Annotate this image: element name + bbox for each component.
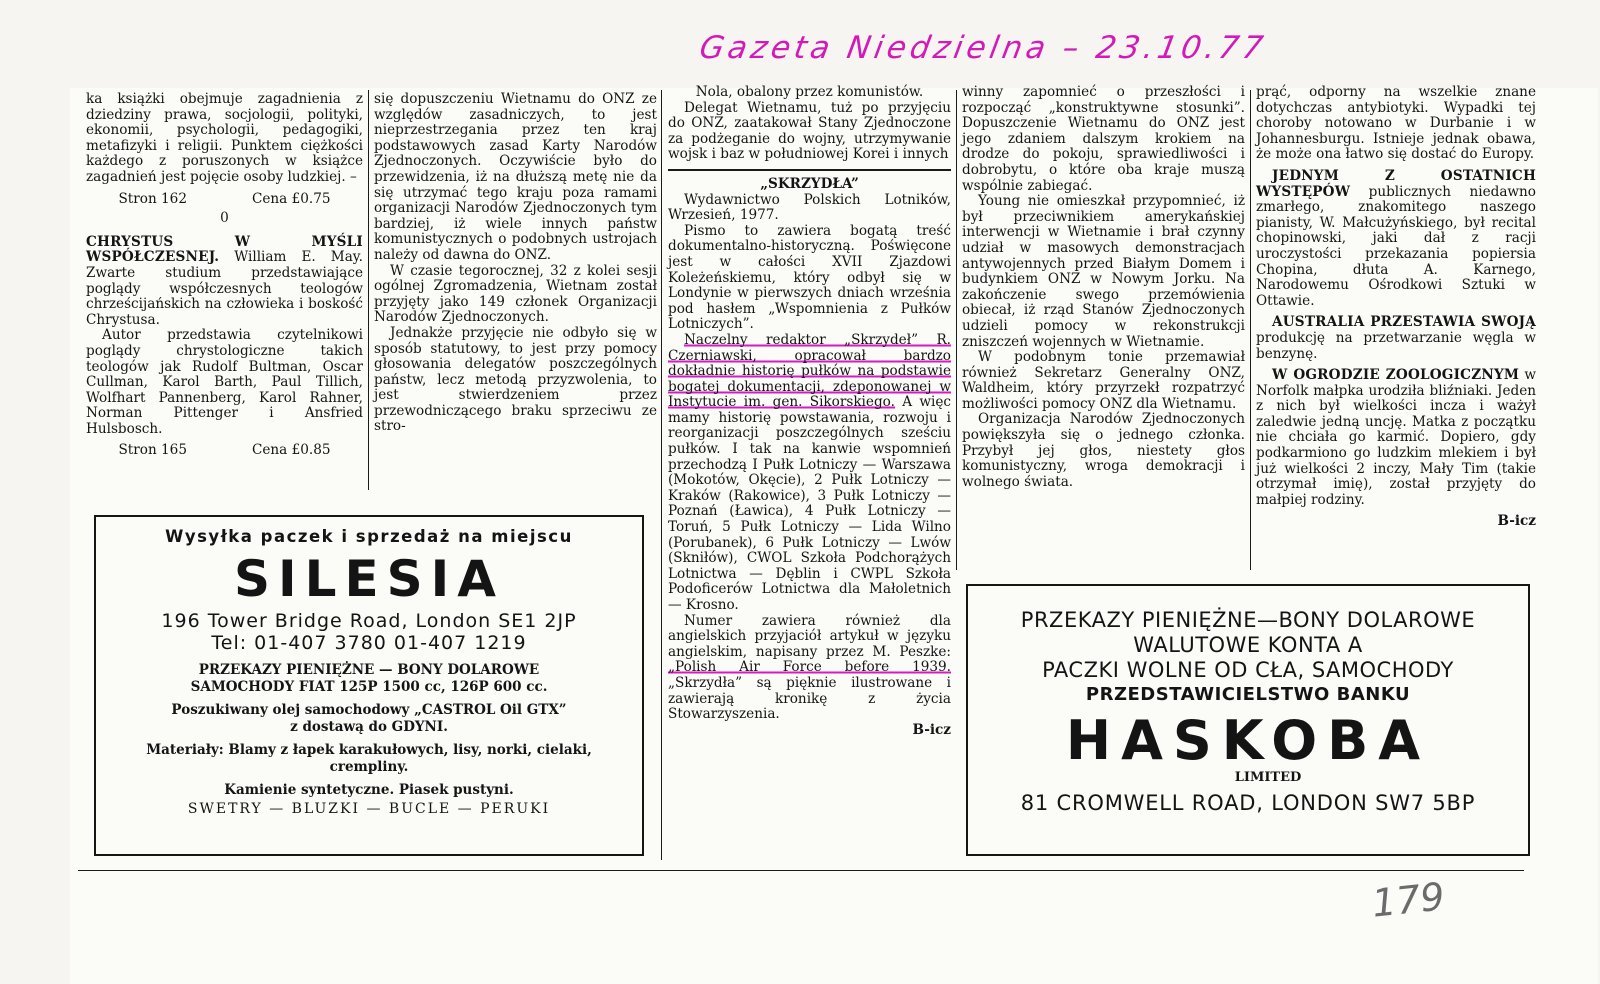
- book-price: Cena £0.75: [251, 190, 331, 207]
- paragraph: Wydawnictwo Polskich Lotników, Wrzesień, 1977.: [668, 191, 951, 224]
- column-rule: [661, 90, 662, 860]
- ad-address: 196 Tower Bridge Road, London SE1 2JP: [161, 610, 577, 632]
- news-text: w Norfolk małpka urodziła bliźniaki. Jeden z nich był wielkości incza i ważył zaledwie jedną uncję. Matka z początku nie chciała go karmić. Dopiero, gdy podkarmiono go ludzkim mlekiem i był już wielkości 2 inczy, Mały Tim (takie otrzymał imię), został przyjęty do małpiej rodziny.: [1256, 367, 1536, 508]
- paragraph: się dopuszczeniu Wietnamu do ONZ ze względów zasadniczych, to jest nieprzestrzegania przez ten kraj podstawowych zasad Karty Narodów Zjednoczonych. Oczywiście było do przewidzenia, iż na dłuższą metę nie da się utrzymać tego kraju poza ramami organizacji Narodów Zjednoczonych tym bardziej, iż wiele innych państw komunistycznych o podobnych ustrojach należy od dawna do ONZ.: [374, 91, 657, 263]
- ad-line: PRZEKAZY PIENIĘŻNE—BONY DOLAROWE: [1020, 608, 1476, 632]
- news-item: [1256, 368, 1536, 508]
- ad-line: PACZKI WOLNE OD CŁA, SAMOCHODY: [1042, 658, 1454, 682]
- paragraph-text: Numer zawiera również dla angielskich przyjaciół artykuł w języku angielskim, napisany przez M. Peszke:: [668, 612, 951, 660]
- paragraph-text: „Skrzydła” są pięknie ilustrowane i zawierają kronikę z życia Stowarzyszenia.: [668, 674, 951, 723]
- book-description: William E. May. Zwarte studium przedstawiające poglądy współczesnych teologów chrześcijańskich na człowieka i boskość Chrystusa.: [86, 249, 363, 328]
- haskoba-advertisement: [966, 584, 1530, 856]
- ad-line: crempliny.: [329, 759, 409, 775]
- ad-line: SAMOCHODY FIAT 125P 1500 cc, 126P 600 cc.: [190, 679, 548, 695]
- paragraph: Organizacja Narodów Zjednoczonych powiększyła się o jednego członka. Przybył jej głos, niestety głos komunistyczny, wroga demokracji i wolnego świata.: [962, 411, 1245, 490]
- news-item: [1256, 315, 1536, 362]
- ad-line: Materiały: Blamy z łapek karakułowych, lisy, norki, cielaki,: [146, 742, 592, 758]
- column-3: [668, 85, 951, 738]
- column-1: [86, 92, 363, 459]
- column-rule: [956, 90, 957, 570]
- paragraph: ka książki obejmuje zagadnienia z dziedziny prawa, socjologii, polityki, ekonomii, psychologii, pedagogiki, metafizyki i religii. Punktem ciężkości każdego z poruszonych w książce zagadnień jest pojęcie osoby ludzkiej. –: [86, 91, 363, 185]
- news-heading: JEDNYM Z OSTATNICH WYSTĘPÓW: [1256, 167, 1536, 200]
- book-title: CHRYSTUS W MYŚLI WSPÓŁCZESNEJ.: [86, 233, 363, 266]
- ad-company-name: SILESIA: [234, 550, 504, 608]
- silesia-advertisement: [94, 515, 644, 856]
- column-rule: [368, 90, 369, 490]
- ad-footer: SWETRY — BLUZKI — BUCLE — PERUKI: [187, 801, 551, 817]
- news-text: publicznych niedawno zmarłego, znakomitego naszego pianisty, W. Małcużyńskiego, był recital chopinowski, jaki dał z racji uroczystości przekazania popiersia Chopina, dłuta A. Karnego, Narodowemu Ośrodkowi Sztuki w Ottawie.: [1256, 183, 1536, 309]
- ad-line: Poszukiwany olej samochodowy „CASTROL Oil GTX”: [171, 702, 567, 718]
- ad-line: PRZEDSTAWICIELSTWO BANKU: [1085, 684, 1411, 705]
- paragraph: W czasie tegorocznej, 32 z kolei sesji ogólnej Zgromadzenia, Wietnam został przyjęty jako 149 członek Organizacji Narodów Zjednoczonych.: [374, 262, 657, 326]
- highlighted-text: Naczelny redaktor „Skrzydeł” R. Czerniawski, opracował bardzo dokładnie historię pułków na podstawie bogatej dokumentacji, zdeponowanej w Instytucie im. gen. Sikorskiego.: [668, 331, 951, 411]
- paragraph: W podobnym tonie przemawiał również Sekretarz Generalny ONZ, Waldheim, który przyrzekł rozpatrzyć możliwości pomocy ONZ dla Wietnamu.: [962, 349, 1245, 412]
- book-price: Cena £0.85: [251, 442, 331, 459]
- ad-line: z dostawą do GDYNI.: [290, 719, 448, 735]
- paragraph-text: A więc mamy historię powstawania, rozwoju i reorganizacji poszczególnych sześciu pułków. I tak na kanwie wspomnień przechodzą I Pułk Lotniczy — Warszawa (Mokotów, Okęcie), 2 Pułk Lotniczy — Kraków (Rakowice), 3 Pułk Lotniczy — Poznań (Ławica), 4 Pułk Lotniczy — Toruń, 5 Pułk Lotniczy — Lida Wilno (Porubanek), 6 Pułk Lotniczy — Lwów (Skniłów), CWOL Szkoła Podchorążych Lotnictwa — Dęblin i CWPL Szkoła Podoficerów Lotnictwa dla Małoletnich — Krosno.: [668, 394, 951, 613]
- news-heading: AUSTRALIA PRZESTAWIA SWOJĄ: [1272, 314, 1536, 331]
- separator: 0: [220, 210, 229, 227]
- book-pages: Stron 165: [118, 442, 187, 459]
- ad-line: PRZEKAZY PIENIĘŻNE — BONY DOLAROWE: [198, 662, 540, 678]
- paragraph: Young nie omieszkał przypomnieć, iż był przeciwnikiem amerykańskiej interwencji w Wietnamie i brał czynny udział w masowych demonstracjach antywojennych przed Białym Domem i budynkiem ONZ w Nowym Jorku. Na zakończenie swego przemówienia obiecał, iż rząd Stanów Zjednoczonych udzieli pomocy w rekonstrukcji zniszczeń wojennych w Wietnamie.: [962, 193, 1245, 350]
- paragraph: Pismo to zawiera bogatą treść dokumentalno-historyczną. Poświęcone jest w całości XVII Zjazdowi Koleżeńskiemu, który odbył się w Londynie w pierwszych dniach września pod hasłem „Wspomnienia z Pułków Lotniczych”.: [668, 222, 951, 333]
- author-signature: B-icz: [912, 721, 951, 738]
- news-text: produkcję na przetwarzanie węgla w benzynę.: [1256, 329, 1536, 362]
- ad-phone: Tel: 01-407 3780 01-407 1219: [211, 632, 527, 654]
- news-heading: W OGRODZIE ZOOLOGICZNYM: [1272, 367, 1520, 384]
- handwritten-title: Gazeta Niedzielna – 23.10.77: [696, 30, 1270, 66]
- column-2: [374, 92, 657, 435]
- paragraph: prąć, odporny na wszelkie znane dotychczas antybiotyki. Wypadki tej choroby notowano w Durbanie i w Johannesburgu. Istnieje jednak obawa, że może ona łatwo się dostać do Europy.: [1256, 84, 1536, 163]
- paragraph: Delegat Wietnamu, tuż po przyjęciu do ONZ, zaatakował Stany Zjednoczone za podżeganie do wojny, utrzymywanie wojsk i baz w południowej Korei i innych: [668, 99, 951, 163]
- news-item: [1256, 169, 1536, 309]
- book-pages: Stron 162: [118, 190, 187, 207]
- ad-line: Kamienie syntetyczne. Piasek pustyni.: [224, 782, 514, 798]
- paragraph: [668, 614, 951, 723]
- highlighted-text: „Polish Air Force before 1939.: [668, 659, 951, 676]
- paragraph: [668, 333, 951, 614]
- paragraph: Jednakże przyjęcie nie odbyło się w sposób statutowy, to jest przy pomocy głosowania delegatów poszczególnych państw, lecz metodą przyzwolenia, to jest stwierdzeniem przez przewodniczącego braku sprzeciwu ze stro-: [374, 324, 657, 435]
- ad-address: 81 CROMWELL ROAD, LONDON SW7 5BP: [1020, 791, 1476, 815]
- section-heading: „SKRZYDŁA”: [760, 175, 859, 192]
- author-signature: B-icz: [1497, 513, 1536, 530]
- ad-company-name: HASKOBA: [1065, 709, 1431, 772]
- paragraph: [86, 235, 363, 329]
- paragraph: winny zapomnieć o przeszłości i rozpocząć „konstruktywne stosunki”. Dopuszczenie Wietnamu do ONZ jest jego zdaniem dalszym krokiem na drodze do pokoju, sprawiedliwości i dobrobytu, o które oba kraje muszą wspólnie zabiegać.: [962, 84, 1245, 194]
- paragraph: Nola, obalony przez komunistów.: [695, 84, 924, 100]
- page-number: 179: [1369, 874, 1447, 926]
- ad-company-suffix: LIMITED: [1234, 770, 1302, 785]
- column-5: [1256, 85, 1536, 530]
- paragraph: Autor przedstawia czytelnikowi poglądy chrystologiczne takich teologów jak Rudolf Bultman, Oscar Cullman, Karol Barth, Paul Tillich, Wolfhart Pannenberg, Karol Rahner, Norman Pittenger i Ansfried Hulsbosch.: [86, 327, 363, 437]
- column-rule: [1250, 90, 1251, 570]
- ad-line: WALUTOWE KONTA A: [1133, 633, 1363, 657]
- ad-tagline: Wysyłka paczek i sprzedaż na miejscu: [165, 527, 573, 546]
- column-4: [962, 85, 1245, 490]
- column-rule: [78, 870, 1524, 871]
